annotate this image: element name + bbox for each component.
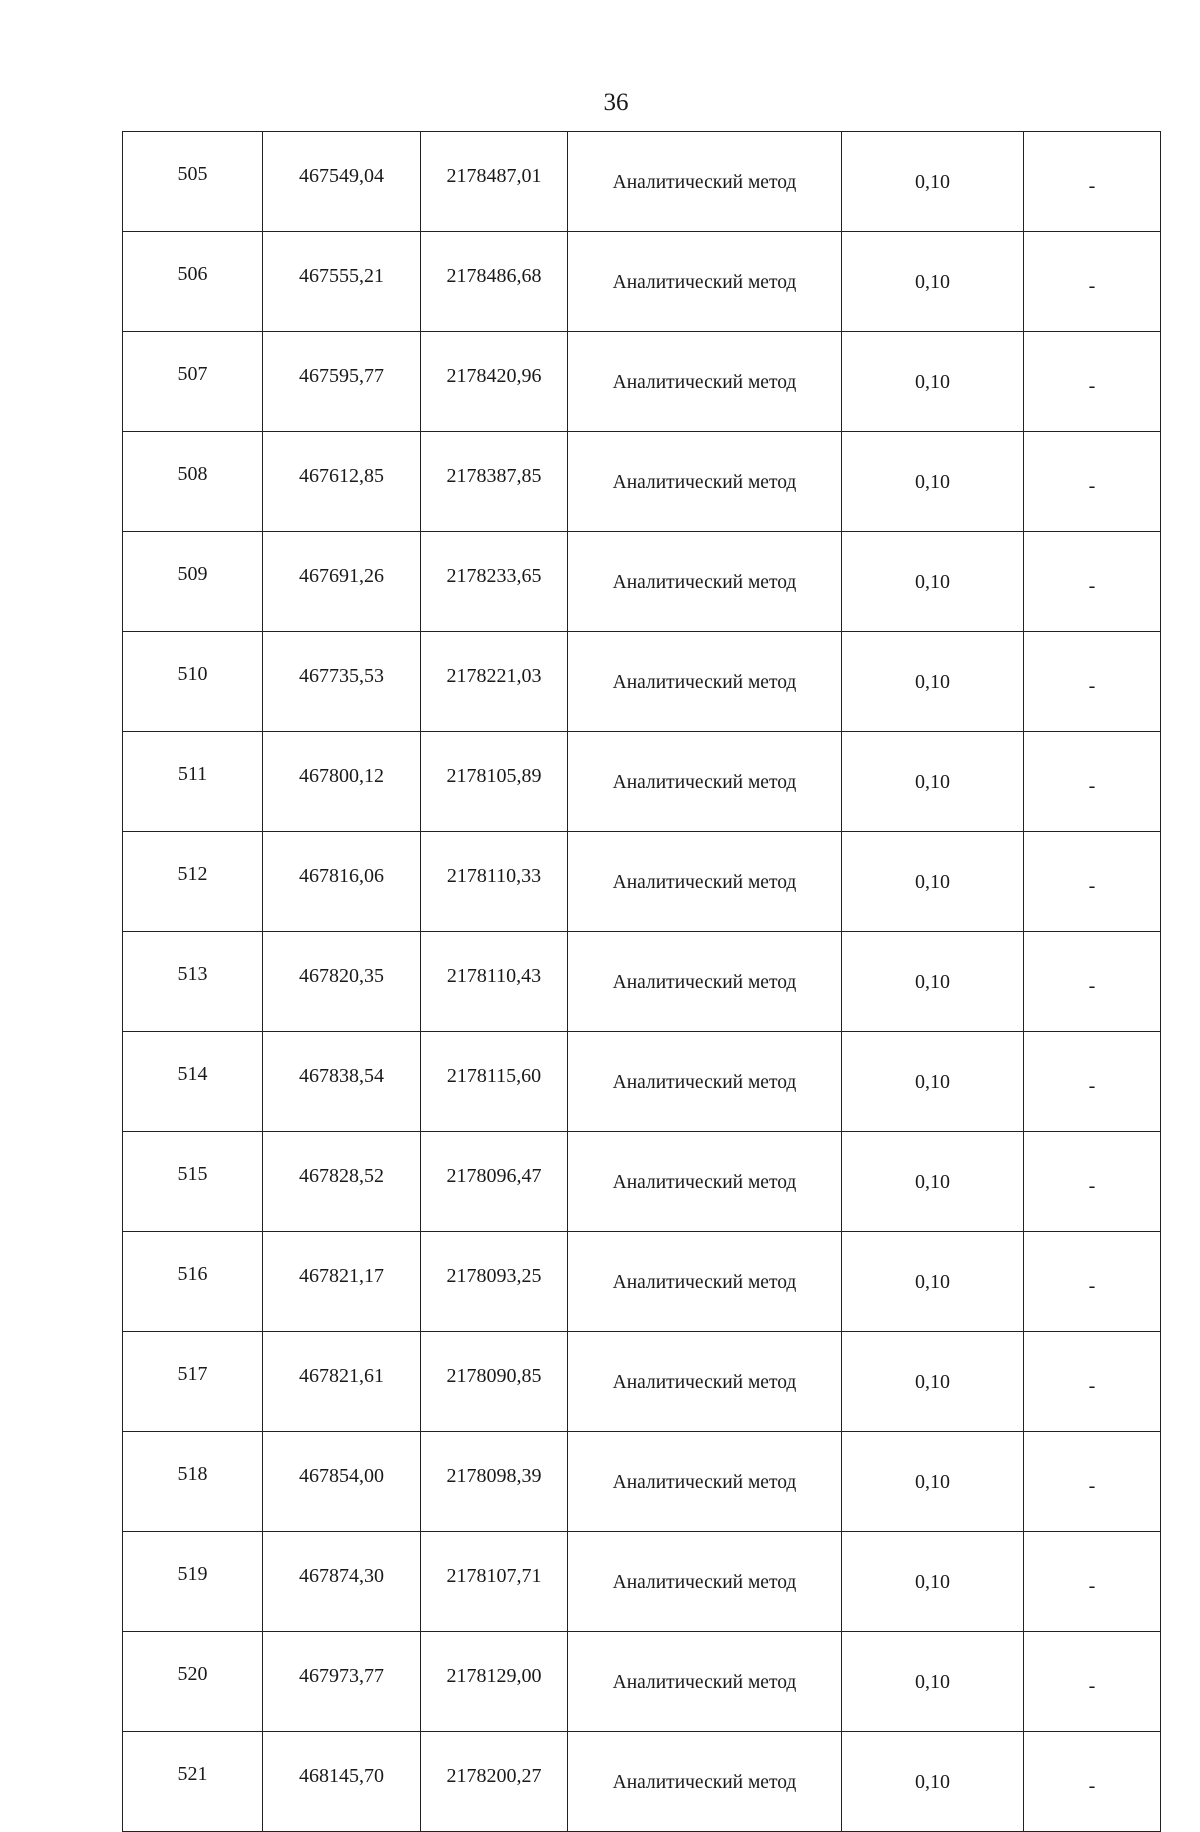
note-cell: -	[1024, 532, 1161, 632]
point-number-cell: 511	[123, 732, 263, 832]
method-cell: Аналитический метод	[568, 132, 842, 232]
note-cell: -	[1024, 632, 1161, 732]
note-cell: -	[1024, 1432, 1161, 1532]
coordinates-table	[122, 131, 1161, 1832]
x-coordinate-cell: 467691,26	[263, 532, 421, 632]
y-coordinate-cell: 2178093,25	[421, 1232, 568, 1332]
accuracy-cell: 0,10	[842, 432, 1024, 532]
accuracy-cell: 0,10	[842, 1332, 1024, 1432]
point-number-cell: 521	[123, 1732, 263, 1832]
accuracy-cell: 0,10	[842, 1632, 1024, 1732]
table-row	[123, 132, 1161, 232]
point-number-cell: 506	[123, 232, 263, 332]
y-coordinate-cell: 2178115,60	[421, 1032, 568, 1132]
accuracy-cell: 0,10	[842, 632, 1024, 732]
y-coordinate-cell: 2178487,01	[421, 132, 568, 232]
method-cell: Аналитический метод	[568, 632, 842, 732]
note-cell: -	[1024, 1732, 1161, 1832]
x-coordinate-cell: 467595,77	[263, 332, 421, 432]
x-coordinate-cell: 467800,12	[263, 732, 421, 832]
x-coordinate-cell: 467821,61	[263, 1332, 421, 1432]
x-coordinate-cell: 467828,52	[263, 1132, 421, 1232]
x-coordinate-cell: 467549,04	[263, 132, 421, 232]
point-number-cell: 512	[123, 832, 263, 932]
table-row	[123, 732, 1161, 832]
point-number-cell: 519	[123, 1532, 263, 1632]
table-row	[123, 1432, 1161, 1532]
x-coordinate-cell: 467612,85	[263, 432, 421, 532]
method-cell: Аналитический метод	[568, 1032, 842, 1132]
method-cell: Аналитический метод	[568, 1432, 842, 1532]
method-cell: Аналитический метод	[568, 732, 842, 832]
method-cell: Аналитический метод	[568, 432, 842, 532]
note-cell: -	[1024, 232, 1161, 332]
accuracy-cell: 0,10	[842, 1032, 1024, 1132]
note-cell: -	[1024, 1132, 1161, 1232]
point-number-cell: 517	[123, 1332, 263, 1432]
accuracy-cell: 0,10	[842, 832, 1024, 932]
accuracy-cell: 0,10	[842, 1532, 1024, 1632]
note-cell: -	[1024, 332, 1161, 432]
x-coordinate-cell: 467820,35	[263, 932, 421, 1032]
accuracy-cell: 0,10	[842, 132, 1024, 232]
method-cell: Аналитический метод	[568, 832, 842, 932]
accuracy-cell: 0,10	[842, 732, 1024, 832]
y-coordinate-cell: 2178110,43	[421, 932, 568, 1032]
x-coordinate-cell: 467821,17	[263, 1232, 421, 1332]
x-coordinate-cell: 467816,06	[263, 832, 421, 932]
table-row	[123, 1632, 1161, 1732]
note-cell: -	[1024, 932, 1161, 1032]
y-coordinate-cell: 2178200,27	[421, 1732, 568, 1832]
table-row	[123, 332, 1161, 432]
table-row	[123, 232, 1161, 332]
x-coordinate-cell: 467838,54	[263, 1032, 421, 1132]
y-coordinate-cell: 2178096,47	[421, 1132, 568, 1232]
note-cell: -	[1024, 432, 1161, 532]
method-cell: Аналитический метод	[568, 1532, 842, 1632]
table-row	[123, 832, 1161, 932]
y-coordinate-cell: 2178107,71	[421, 1532, 568, 1632]
method-cell: Аналитический метод	[568, 1732, 842, 1832]
point-number-cell: 505	[123, 132, 263, 232]
point-number-cell: 518	[123, 1432, 263, 1532]
x-coordinate-cell: 468145,70	[263, 1732, 421, 1832]
table-row	[123, 632, 1161, 732]
y-coordinate-cell: 2178105,89	[421, 732, 568, 832]
point-number-cell: 509	[123, 532, 263, 632]
y-coordinate-cell: 2178233,65	[421, 532, 568, 632]
table-row	[123, 532, 1161, 632]
accuracy-cell: 0,10	[842, 1132, 1024, 1232]
x-coordinate-cell: 467735,53	[263, 632, 421, 732]
accuracy-cell: 0,10	[842, 232, 1024, 332]
point-number-cell: 515	[123, 1132, 263, 1232]
point-number-cell: 508	[123, 432, 263, 532]
y-coordinate-cell: 2178486,68	[421, 232, 568, 332]
method-cell: Аналитический метод	[568, 932, 842, 1032]
note-cell: -	[1024, 1632, 1161, 1732]
accuracy-cell: 0,10	[842, 1232, 1024, 1332]
y-coordinate-cell: 2178420,96	[421, 332, 568, 432]
accuracy-cell: 0,10	[842, 532, 1024, 632]
accuracy-cell: 0,10	[842, 332, 1024, 432]
note-cell: -	[1024, 1232, 1161, 1332]
table-row	[123, 1132, 1161, 1232]
table-row	[123, 1032, 1161, 1132]
point-number-cell: 516	[123, 1232, 263, 1332]
point-number-cell: 520	[123, 1632, 263, 1732]
page-number: 36	[603, 89, 629, 116]
table-row	[123, 932, 1161, 1032]
method-cell: Аналитический метод	[568, 1132, 842, 1232]
x-coordinate-cell: 467973,77	[263, 1632, 421, 1732]
method-cell: Аналитический метод	[568, 1632, 842, 1732]
method-cell: Аналитический метод	[568, 332, 842, 432]
table-row	[123, 1732, 1161, 1832]
method-cell: Аналитический метод	[568, 1332, 842, 1432]
table-body	[123, 132, 1161, 1832]
y-coordinate-cell: 2178387,85	[421, 432, 568, 532]
method-cell: Аналитический метод	[568, 532, 842, 632]
note-cell: -	[1024, 1532, 1161, 1632]
y-coordinate-cell: 2178129,00	[421, 1632, 568, 1732]
point-number-cell: 507	[123, 332, 263, 432]
method-cell: Аналитический метод	[568, 1232, 842, 1332]
point-number-cell: 510	[123, 632, 263, 732]
y-coordinate-cell: 2178098,39	[421, 1432, 568, 1532]
table-row	[123, 432, 1161, 532]
x-coordinate-cell: 467874,30	[263, 1532, 421, 1632]
method-cell: Аналитический метод	[568, 232, 842, 332]
y-coordinate-cell: 2178090,85	[421, 1332, 568, 1432]
y-coordinate-cell: 2178221,03	[421, 632, 568, 732]
note-cell: -	[1024, 1332, 1161, 1432]
table-row	[123, 1332, 1161, 1432]
note-cell: -	[1024, 132, 1161, 232]
note-cell: -	[1024, 1032, 1161, 1132]
note-cell: -	[1024, 832, 1161, 932]
note-cell: -	[1024, 732, 1161, 832]
table-row	[123, 1232, 1161, 1332]
accuracy-cell: 0,10	[842, 1732, 1024, 1832]
y-coordinate-cell: 2178110,33	[421, 832, 568, 932]
x-coordinate-cell: 467555,21	[263, 232, 421, 332]
table-row	[123, 1532, 1161, 1632]
point-number-cell: 513	[123, 932, 263, 1032]
point-number-cell: 514	[123, 1032, 263, 1132]
x-coordinate-cell: 467854,00	[263, 1432, 421, 1532]
accuracy-cell: 0,10	[842, 1432, 1024, 1532]
accuracy-cell: 0,10	[842, 932, 1024, 1032]
